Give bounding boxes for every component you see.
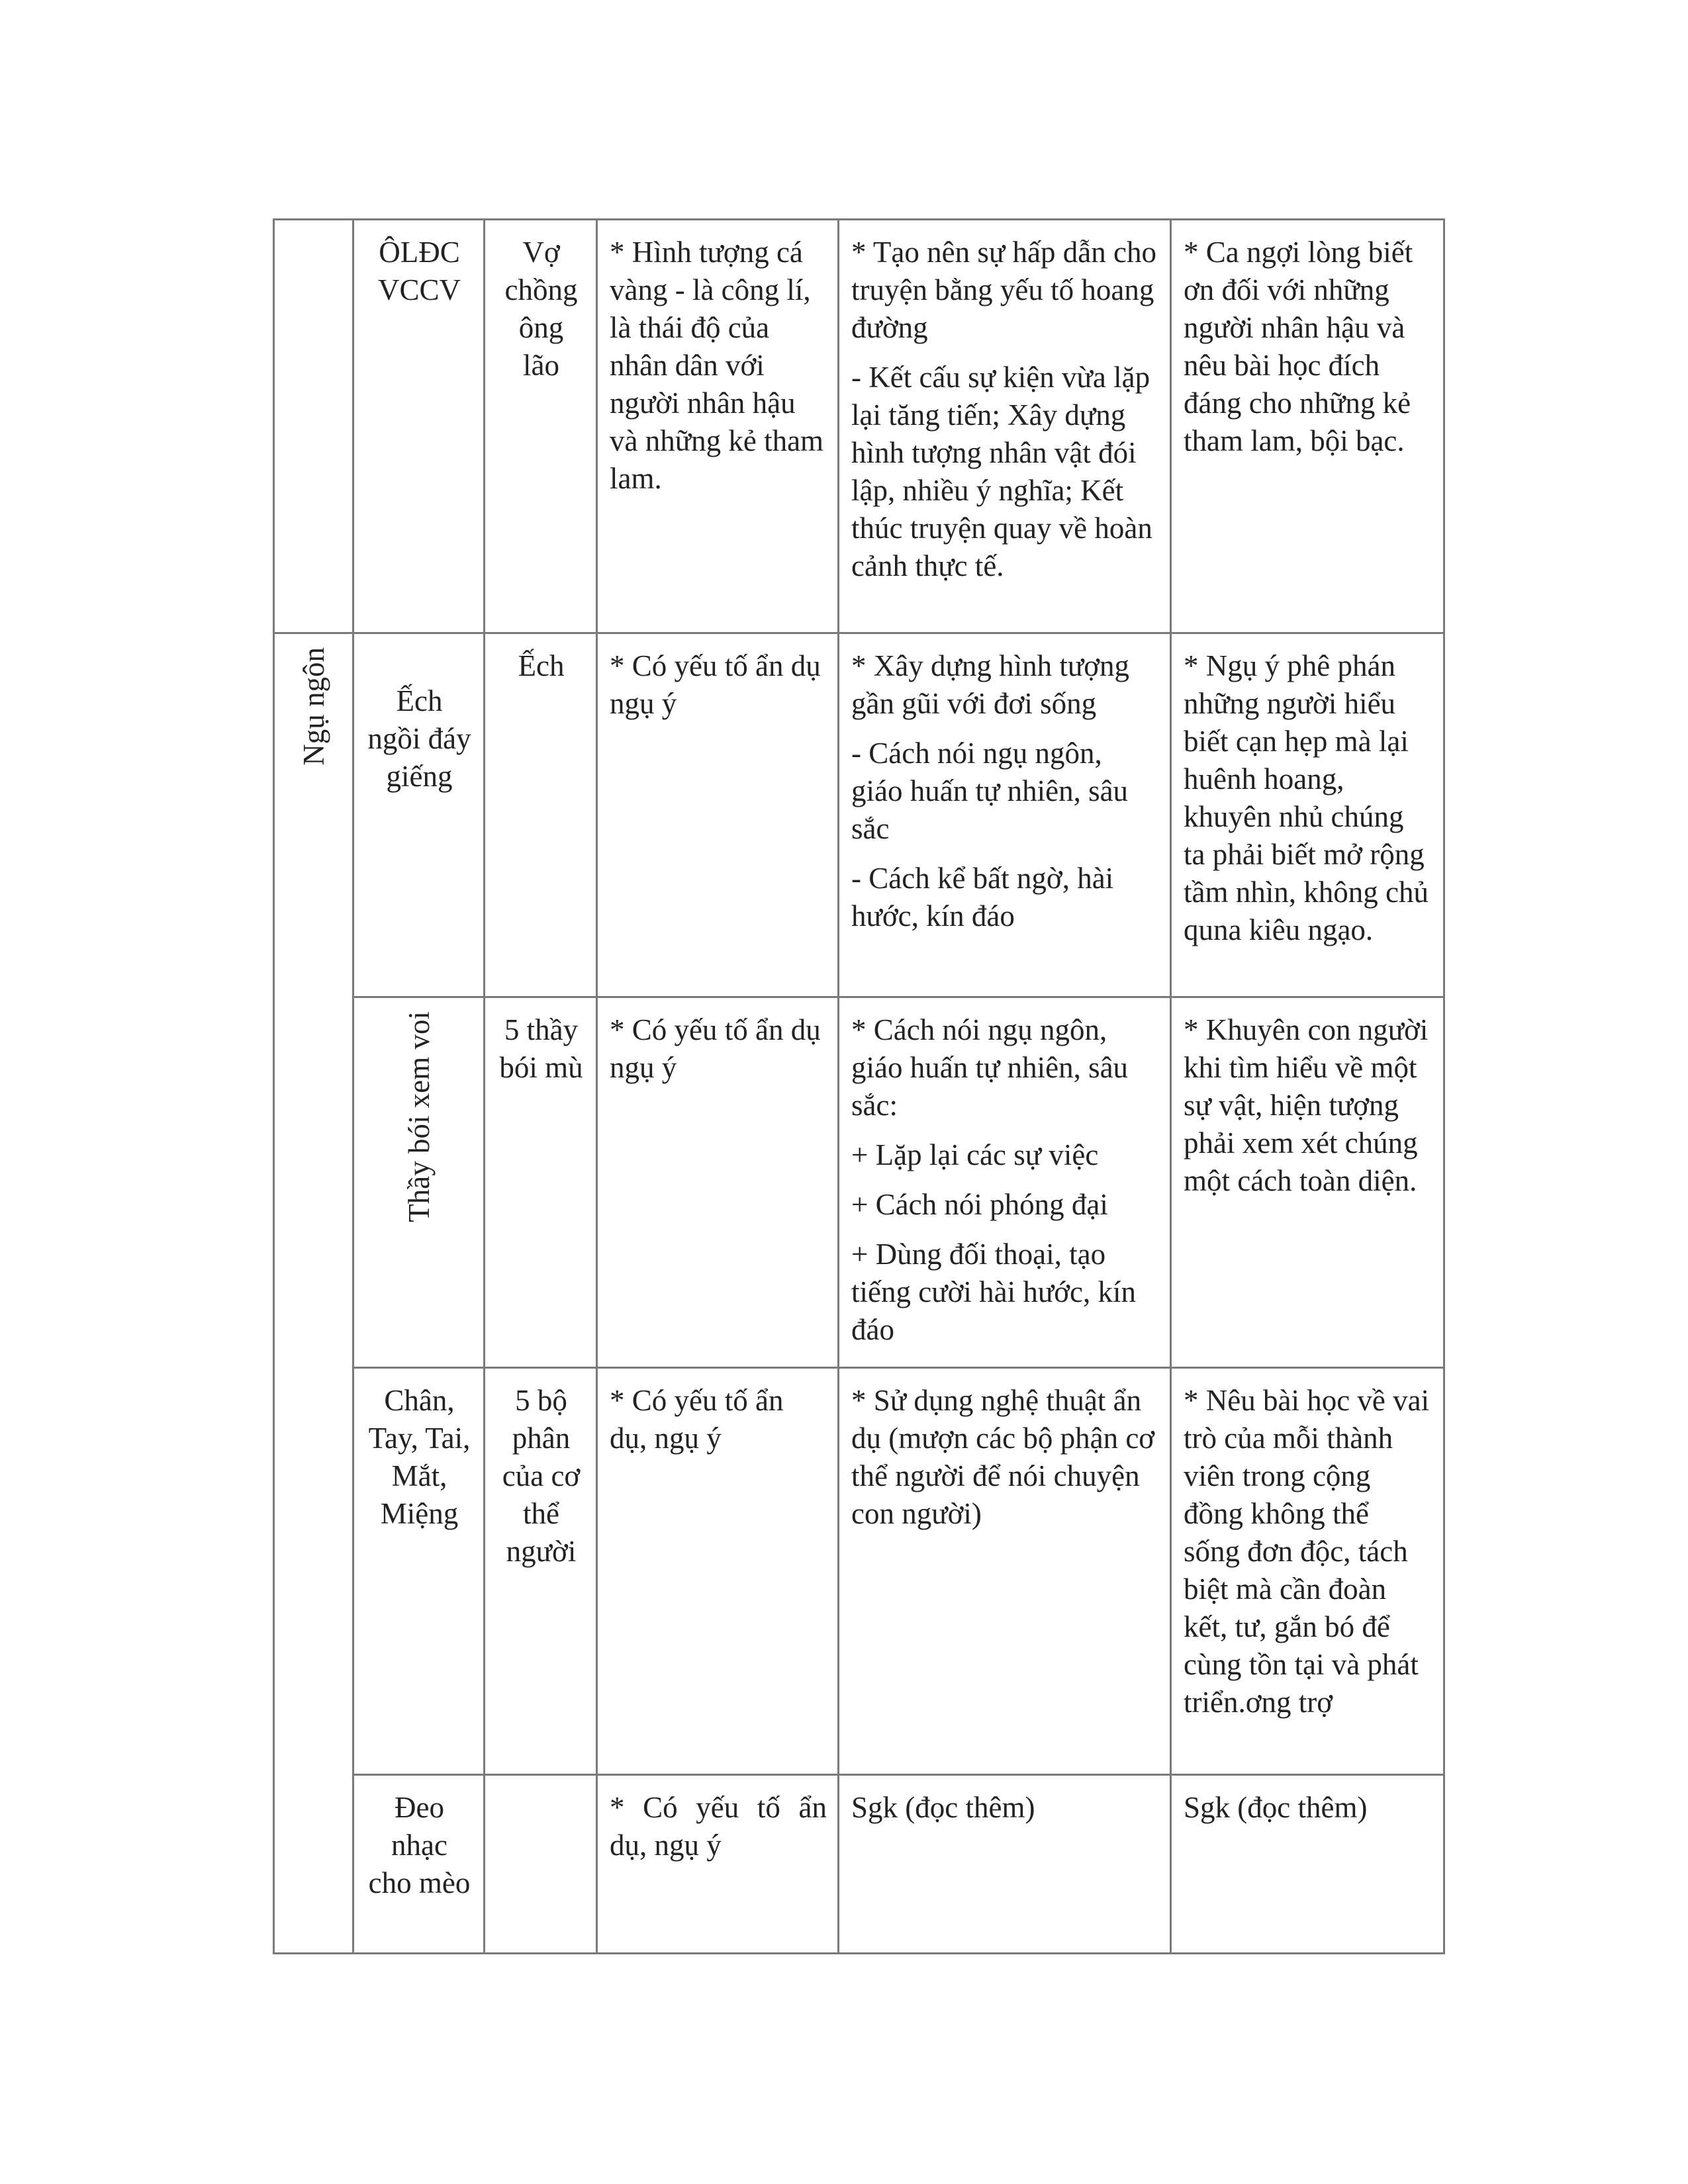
- art-paragraph: - Cách nói ngụ ngôn, giáo huấn tự nhiên, sâu sắc: [851, 737, 1129, 845]
- feature-cell: * Có yếu tố ẩn dụ ngụ ý: [597, 633, 839, 997]
- meaning-cell: * Ca ngợi lòng biết ơn đối với những người nhân hậu và nêu bài học đích đáng cho những kẻ tham lam, bội bạc.: [1171, 220, 1444, 633]
- table-row: [274, 997, 1444, 1368]
- art-paragraph: * Sử dụng nghệ thuật ẩn dụ (mượn các bộ phận cơ thể người để nói chuyện con người): [851, 1384, 1155, 1530]
- character-cell: Vợ chồng ông lão: [485, 220, 597, 633]
- art-paragraph: * Cách nói ngụ ngôn, giáo huấn tự nhiên, sâu sắc:: [851, 1013, 1129, 1122]
- meaning-cell: * Ngụ ý phê phán những người hiểu biết cạn hẹp mà lại huênh hoang, khuyên nhủ chúng ta phải biết mở rộng tầm nhìn, không chủ quna kiêu ngạo.: [1171, 633, 1444, 997]
- art-cell: [839, 997, 1171, 1368]
- character-cell: Ếch: [485, 633, 597, 997]
- meaning-cell: * Nêu bài học về vai trò của mỗi thành viên trong cộng đồng không thể sống đơn độc, tách biệt mà cần đoàn kết, tư, gắn bó để cùng tồn tại và phát triển.ơng trợ: [1171, 1368, 1444, 1775]
- art-paragraph: + Lặp lại các sự việc: [851, 1138, 1099, 1171]
- art-paragraph: * Xây dựng hình tượng gần gũi với đơi sống: [851, 649, 1130, 720]
- story-title-vertical: Thầy bói xem voi: [402, 1011, 436, 1222]
- art-paragraph: - Kết cấu sự kiện vừa lặp lại tăng tiến; Xây dựng hình tượng nhân vật đói lập, nhiều ý nghĩa; Kết thúc truyện quay về hoàn cảnh thực tế.: [851, 361, 1152, 582]
- art-cell: [839, 1775, 1171, 1954]
- feature-cell: * Có yếu tố ẩn dụ, ngụ ý: [597, 1368, 839, 1775]
- art-paragraph: + Dùng đối thoại, tạo tiếng cười hài hước, kín đáo: [851, 1238, 1137, 1346]
- literature-summary-table: [273, 218, 1445, 1954]
- art-paragraph: * Tạo nên sự hấp dẫn cho truyện bằng yếu tố hoang đường: [851, 236, 1156, 344]
- story-title-text: Ếch ngồi đáy giếng: [367, 684, 471, 793]
- art-cell: [839, 1368, 1171, 1775]
- art-paragraph: - Cách kể bất ngờ, hài hước, kín đáo: [851, 862, 1114, 933]
- story-title-cell: ÔLĐC VCCV: [353, 220, 485, 633]
- story-title-cell: Chân, Tay, Tai, Mắt, Miệng: [353, 1368, 485, 1775]
- genre-label: Ngụ ngôn: [297, 647, 330, 766]
- meaning-cell: * Khuyên con người khi tìm hiểu về một sự vật, hiện tượng phải xem xét chúng một cách toàn diện.: [1171, 997, 1444, 1368]
- character-cell: 5 thầy bói mù: [485, 997, 597, 1368]
- art-paragraph: Sgk (đọc thêm): [851, 1791, 1035, 1824]
- art-cell: [839, 633, 1171, 997]
- character-cell: [485, 1775, 597, 1954]
- genre-cell: [274, 633, 353, 1954]
- art-cell: [839, 220, 1171, 633]
- story-title-cell: [353, 633, 485, 997]
- story-title-cell: Đeo nhạc cho mèo: [353, 1775, 485, 1954]
- feature-cell: * Có yếu tố ẩn dụ ngụ ý: [597, 997, 839, 1368]
- table-row: [274, 1775, 1444, 1954]
- table-row: [274, 1368, 1444, 1775]
- story-title-cell: [353, 997, 485, 1368]
- table-row: [274, 220, 1444, 633]
- meaning-cell: Sgk (đọc thêm): [1171, 1775, 1444, 1954]
- genre-cell-empty: [274, 220, 353, 633]
- table-row: [274, 633, 1444, 997]
- feature-cell: * Hình tượng cá vàng - là công lí, là thái độ của nhân dân với người nhân hậu và những kẻ tham lam.: [597, 220, 839, 633]
- art-paragraph: + Cách nói phóng đại: [851, 1188, 1108, 1221]
- feature-cell: * Có yếu tố ẩn dụ, ngụ ý: [597, 1775, 839, 1954]
- character-cell: 5 bộ phân của cơ thể người: [485, 1368, 597, 1775]
